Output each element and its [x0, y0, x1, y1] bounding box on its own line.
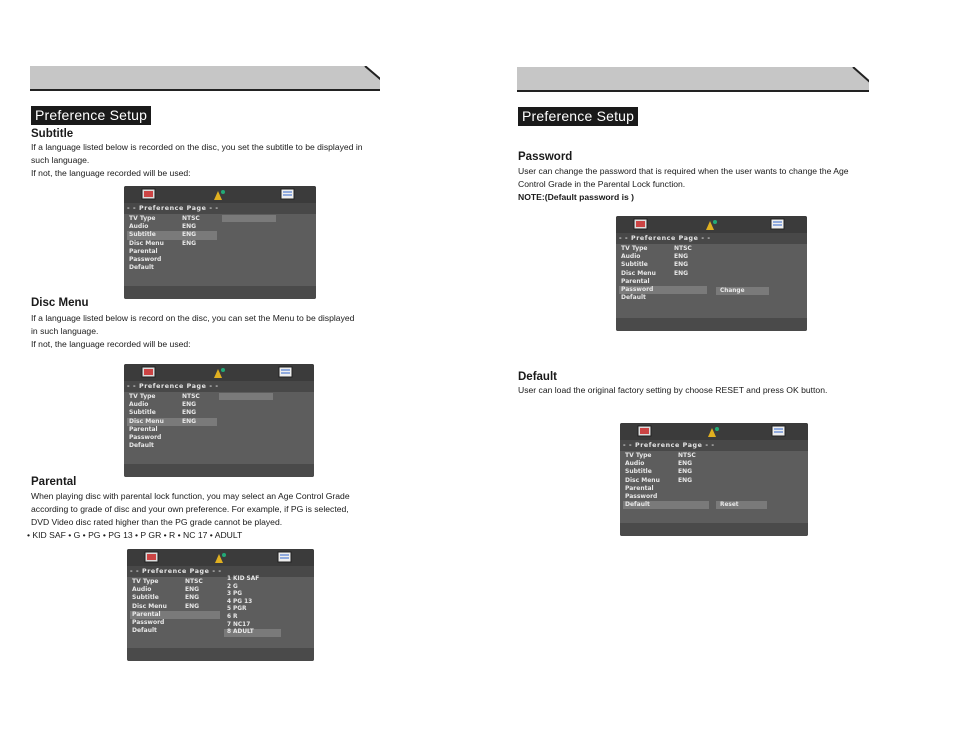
row-label: TV Type [621, 245, 648, 252]
row-label: Disc Menu [625, 476, 660, 484]
option-highlight [219, 393, 273, 400]
audio-setup-icon [703, 218, 719, 231]
preference-setup-icon [771, 425, 787, 438]
row-label: Default [625, 501, 650, 509]
parental-heading: Parental [31, 476, 77, 488]
row-label: Default [621, 294, 646, 302]
grade-option[interactable]: 4 PG 13 [227, 598, 253, 605]
left-section-title: Preference Setup [31, 106, 151, 125]
row-label: Default [129, 442, 154, 450]
menu-row-tv-type[interactable] [623, 452, 713, 460]
row-label: TV Type [132, 578, 159, 585]
row-label: Password [132, 618, 165, 626]
disc-menu-heading: Disc Menu [31, 297, 89, 309]
grade-option[interactable]: 2 G [227, 583, 238, 590]
menu-row-subtitle[interactable] [127, 231, 217, 239]
menu-row-subtitle[interactable] [619, 261, 709, 269]
row-value: ENG [182, 231, 197, 239]
row-value: NTSC [185, 578, 203, 585]
menu-row-subtitle[interactable] [127, 409, 217, 417]
grade-option[interactable]: 6 R [227, 613, 238, 620]
audio-setup-icon [211, 366, 227, 379]
disc-menu-line-2: in such language. [31, 326, 99, 336]
right-section-title: Preference Setup [518, 107, 638, 126]
row-label: TV Type [129, 215, 156, 222]
password-line-1: User can change the password that is required when the user wants to change the Age [518, 166, 849, 176]
parental-grades-line: • KID SAF • G • PG • PG 13 • P GR • R • NC 17 • ADULT [27, 530, 243, 540]
row-value: ENG [182, 239, 197, 247]
audio-setup-icon [212, 551, 228, 564]
row-label: TV Type [625, 452, 652, 459]
row-label: Subtitle [625, 468, 652, 476]
tv-setup-icon [141, 366, 157, 379]
osd-screen-subtitle [124, 186, 316, 299]
row-value: NTSC [182, 215, 200, 222]
row-value: NTSC [678, 452, 696, 459]
menu-row-parental[interactable] [127, 248, 217, 256]
menu-row-default[interactable] [619, 294, 709, 302]
osd-title: - - Preference Page - - [124, 381, 314, 392]
password-heading: Password [518, 151, 573, 163]
tv-setup-icon [141, 188, 157, 201]
row-label: Parental [621, 277, 650, 285]
default-line-1: User can load the original factory setting by choose RESET and press OK button. [518, 385, 828, 395]
row-label: Parental [129, 247, 158, 255]
row-label: Default [129, 264, 154, 272]
row-label: TV Type [129, 393, 156, 400]
row-value: ENG [185, 602, 200, 610]
grade-option-selected[interactable]: 8 ADULT [224, 629, 281, 637]
menu-row-disc-menu[interactable] [127, 418, 217, 426]
menu-row-disc-menu[interactable] [127, 240, 217, 248]
row-label: Parental [129, 425, 158, 433]
row-value: ENG [678, 468, 693, 476]
option-highlight [222, 215, 276, 222]
reset-button[interactable]: Reset [716, 501, 767, 509]
menu-row-password[interactable] [127, 256, 217, 264]
menu-row-disc-menu[interactable] [623, 477, 713, 485]
preference-setup-icon [278, 366, 294, 379]
row-label: Parental [132, 610, 161, 618]
osd-title: - - Preference Page - - [124, 203, 316, 214]
row-label: Disc Menu [132, 602, 167, 610]
menu-row-password[interactable] [130, 619, 220, 627]
row-value: ENG [182, 401, 197, 409]
row-label: Audio [129, 401, 149, 409]
parental-line-3: DVD Video disc rated higher than the PG grade cannot be played. [31, 517, 283, 527]
row-label: Audio [129, 223, 149, 231]
row-label: Subtitle [132, 594, 159, 602]
subtitle-heading: Subtitle [31, 128, 74, 140]
default-heading: Default [518, 371, 557, 383]
grade-option[interactable]: 7 NC17 [227, 621, 251, 628]
menu-row-password[interactable] [623, 493, 713, 501]
osd-screen-password [616, 216, 807, 331]
parental-line-2: according to grade of disc and your own preference. For example, if PG is selected, [31, 504, 349, 514]
menu-row-default[interactable] [130, 627, 220, 635]
password-line-2: Control Grade in the Parental Lock function. [518, 179, 686, 189]
parental-line-1: When playing disc with parental lock function, you may select an Age Control Grade [31, 491, 350, 501]
row-label: Disc Menu [129, 239, 164, 247]
row-label: Password [625, 492, 658, 500]
grade-option[interactable]: 1 KID SAF [227, 576, 260, 582]
row-label: Subtitle [129, 231, 156, 239]
menu-row-audio[interactable] [619, 253, 709, 261]
audio-setup-icon [211, 188, 227, 201]
left-header-bar [30, 66, 380, 89]
menu-row-audio[interactable] [127, 401, 217, 409]
grade-list [224, 576, 281, 637]
change-password-button[interactable]: Change [716, 287, 769, 295]
row-label: Default [132, 627, 157, 635]
password-note: NOTE:(Default password is ) [518, 192, 635, 202]
menu-row-default[interactable] [127, 264, 217, 272]
menu-row-tv-type[interactable] [619, 245, 709, 253]
menu-row-audio[interactable] [127, 223, 217, 231]
row-label: Audio [621, 253, 641, 261]
grade-option[interactable]: 5 PGR [227, 606, 247, 613]
tv-setup-icon [144, 551, 160, 564]
menu-row-tv-type[interactable] [127, 393, 217, 401]
menu-row-parental[interactable] [623, 485, 713, 493]
menu-row-default[interactable] [623, 501, 709, 509]
menu-row-parental[interactable] [130, 611, 220, 619]
disc-menu-line-1: If a language listed below is record on the disc, you can set the Menu to be displayed [31, 313, 355, 323]
preference-setup-icon [280, 188, 296, 201]
osd-screen-disc-menu [124, 364, 314, 477]
row-value: ENG [674, 253, 689, 261]
subtitle-line-3: If not, the language recorded will be used: [31, 168, 191, 178]
row-label: Audio [625, 460, 645, 468]
menu-row-tv-type[interactable] [130, 578, 220, 586]
osd-title: - - Preference Page - - [127, 566, 314, 577]
row-value: ENG [182, 417, 197, 425]
menu-row-password[interactable] [619, 286, 707, 294]
menu-row-disc-menu[interactable] [130, 603, 220, 611]
right-header-bar [517, 67, 869, 90]
subtitle-line-1: If a language listed below is recorded on the disc, you set the subtitle to be displayed in [31, 142, 363, 152]
tv-setup-icon [637, 425, 653, 438]
osd-screen-parental [127, 549, 314, 661]
row-value: ENG [674, 269, 689, 277]
menu-row-parental[interactable] [619, 278, 709, 286]
grade-option[interactable]: 3 PG [227, 591, 243, 598]
menu-row-subtitle[interactable] [130, 594, 220, 602]
tv-setup-icon [633, 218, 649, 231]
row-value: ENG [185, 586, 200, 594]
row-label: Disc Menu [621, 269, 656, 277]
preference-setup-icon [277, 551, 293, 564]
row-label: Password [129, 255, 162, 263]
menu-row-subtitle[interactable] [623, 468, 713, 476]
menu-row-default[interactable] [127, 442, 217, 450]
menu-row-audio[interactable] [623, 460, 713, 468]
row-value: NTSC [182, 393, 200, 400]
disc-menu-line-3: If not, the language recorded will be used: [31, 339, 191, 349]
row-label: Audio [132, 586, 152, 594]
menu-row-parental[interactable] [127, 426, 217, 434]
row-label: Subtitle [129, 409, 156, 417]
row-value: ENG [182, 223, 197, 231]
audio-setup-icon [705, 425, 721, 438]
row-label: Parental [625, 484, 654, 492]
row-value: ENG [185, 594, 200, 602]
row-label: Subtitle [621, 261, 648, 269]
menu-row-tv-type[interactable] [127, 215, 217, 223]
row-label: Password [621, 285, 654, 293]
osd-screen-default [620, 423, 808, 536]
menu-row-audio[interactable] [130, 586, 220, 594]
osd-title: - - Preference Page - - [620, 440, 808, 451]
preference-setup-icon [770, 218, 786, 231]
row-value: ENG [182, 409, 197, 417]
osd-title: - - Preference Page - - [616, 233, 807, 244]
menu-row-disc-menu[interactable] [619, 270, 709, 278]
row-value: ENG [678, 460, 693, 468]
row-value: ENG [678, 476, 693, 484]
row-label: Password [129, 433, 162, 441]
menu-row-password[interactable] [127, 434, 217, 442]
subtitle-line-2: such language. [31, 155, 90, 165]
row-label: Disc Menu [129, 417, 164, 425]
row-value: NTSC [674, 245, 692, 252]
row-value: ENG [674, 261, 689, 269]
